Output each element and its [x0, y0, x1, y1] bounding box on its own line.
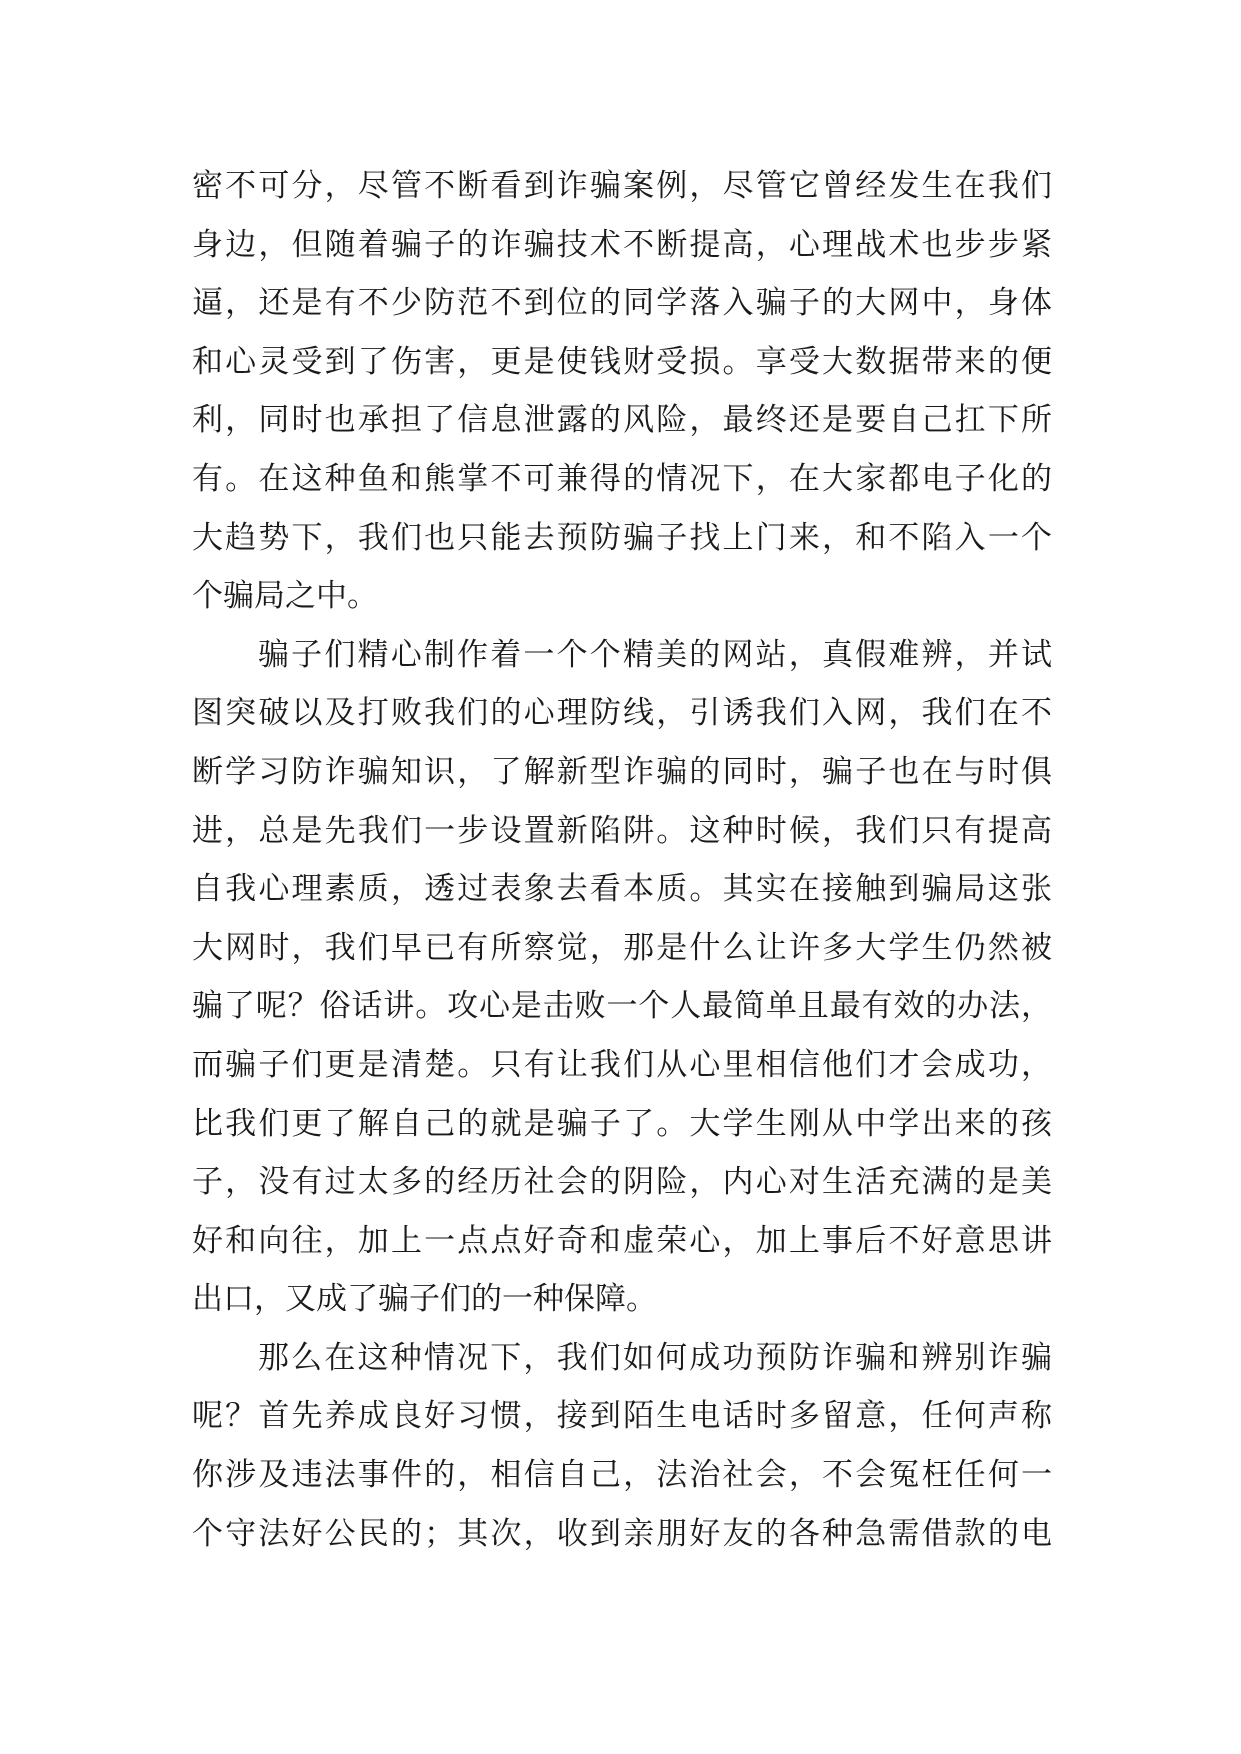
text-line: 大网时，我们早已有所察觉，那是什么让许多大学生仍然被 — [192, 929, 1052, 966]
text-line: 好和向往，加上一点点好奇和虚荣心，加上事后不好意思讲 — [192, 1222, 1052, 1259]
text-line: 个守法好公民的；其次，收到亲朋好友的各种急需借款的电 — [192, 1515, 1052, 1552]
text-line: 骗了呢？俗话讲。攻心是击败一个人最简单且最有效的办法， — [192, 988, 1052, 1025]
text-line: 大趋势下，我们也只能去预防骗子找上门来，和不陷入一个 — [192, 519, 1052, 556]
text-line: 比我们更了解自己的就是骗子了。大学生刚从中学出来的孩 — [192, 1105, 1052, 1142]
text-line: 利，同时也承担了信息泄露的风险，最终还是要自己扛下所 — [192, 402, 1052, 439]
text-line: 那么在这种情况下，我们如何成功预防诈骗和辨别诈骗 — [258, 1339, 1052, 1376]
paragraph-1 — [192, 157, 1052, 626]
paragraph-2 — [192, 626, 1052, 1329]
text-line: 有。在这种鱼和熊掌不可兼得的情况下，在大家都电子化的 — [192, 460, 1052, 497]
text-line: 出口，又成了骗子们的一种保障。 — [192, 1281, 657, 1318]
text-line: 自我心理素质，透过表象去看本质。其实在接触到骗局这张 — [192, 871, 1052, 908]
text-line: 个骗局之中。 — [192, 578, 378, 615]
paragraph-3 — [192, 1329, 1052, 1563]
text-line: 图突破以及打败我们的心理防线，引诱我们入网，我们在不 — [192, 695, 1052, 732]
text-line: 子，没有过太多的经历社会的阴险，内心对生活充满的是美 — [192, 1164, 1052, 1201]
text-line: 骗子们精心制作着一个个精美的网站，真假难辨，并试 — [258, 636, 1052, 673]
text-line: 你涉及违法事件的，相信自己，法治社会，不会冤枉任何一 — [192, 1457, 1052, 1494]
text-line: 和心灵受到了伤害，更是使钱财受损。享受大数据带来的便 — [192, 343, 1052, 380]
text-line: 逼，还是有不少防范不到位的同学落入骗子的大网中，身体 — [192, 285, 1052, 322]
text-line: 断学习防诈骗知识，了解新型诈骗的同时，骗子也在与时俱 — [192, 753, 1052, 790]
text-line: 身边，但随着骗子的诈骗技术不断提高，心理战术也步步紧 — [192, 226, 1052, 263]
text-line: 呢？首先养成良好习惯，接到陌生电话时多留意，任何声称 — [192, 1398, 1052, 1435]
text-line: 密不可分，尽管不断看到诈骗案例，尽管它曾经发生在我们 — [192, 168, 1052, 204]
text-line: 而骗子们更是清楚。只有让我们从心里相信他们才会成功， — [192, 1046, 1052, 1083]
text-line: 进，总是先我们一步设置新陷阱。这种时候，我们只有提高 — [192, 812, 1052, 849]
document-body — [192, 157, 1052, 1563]
